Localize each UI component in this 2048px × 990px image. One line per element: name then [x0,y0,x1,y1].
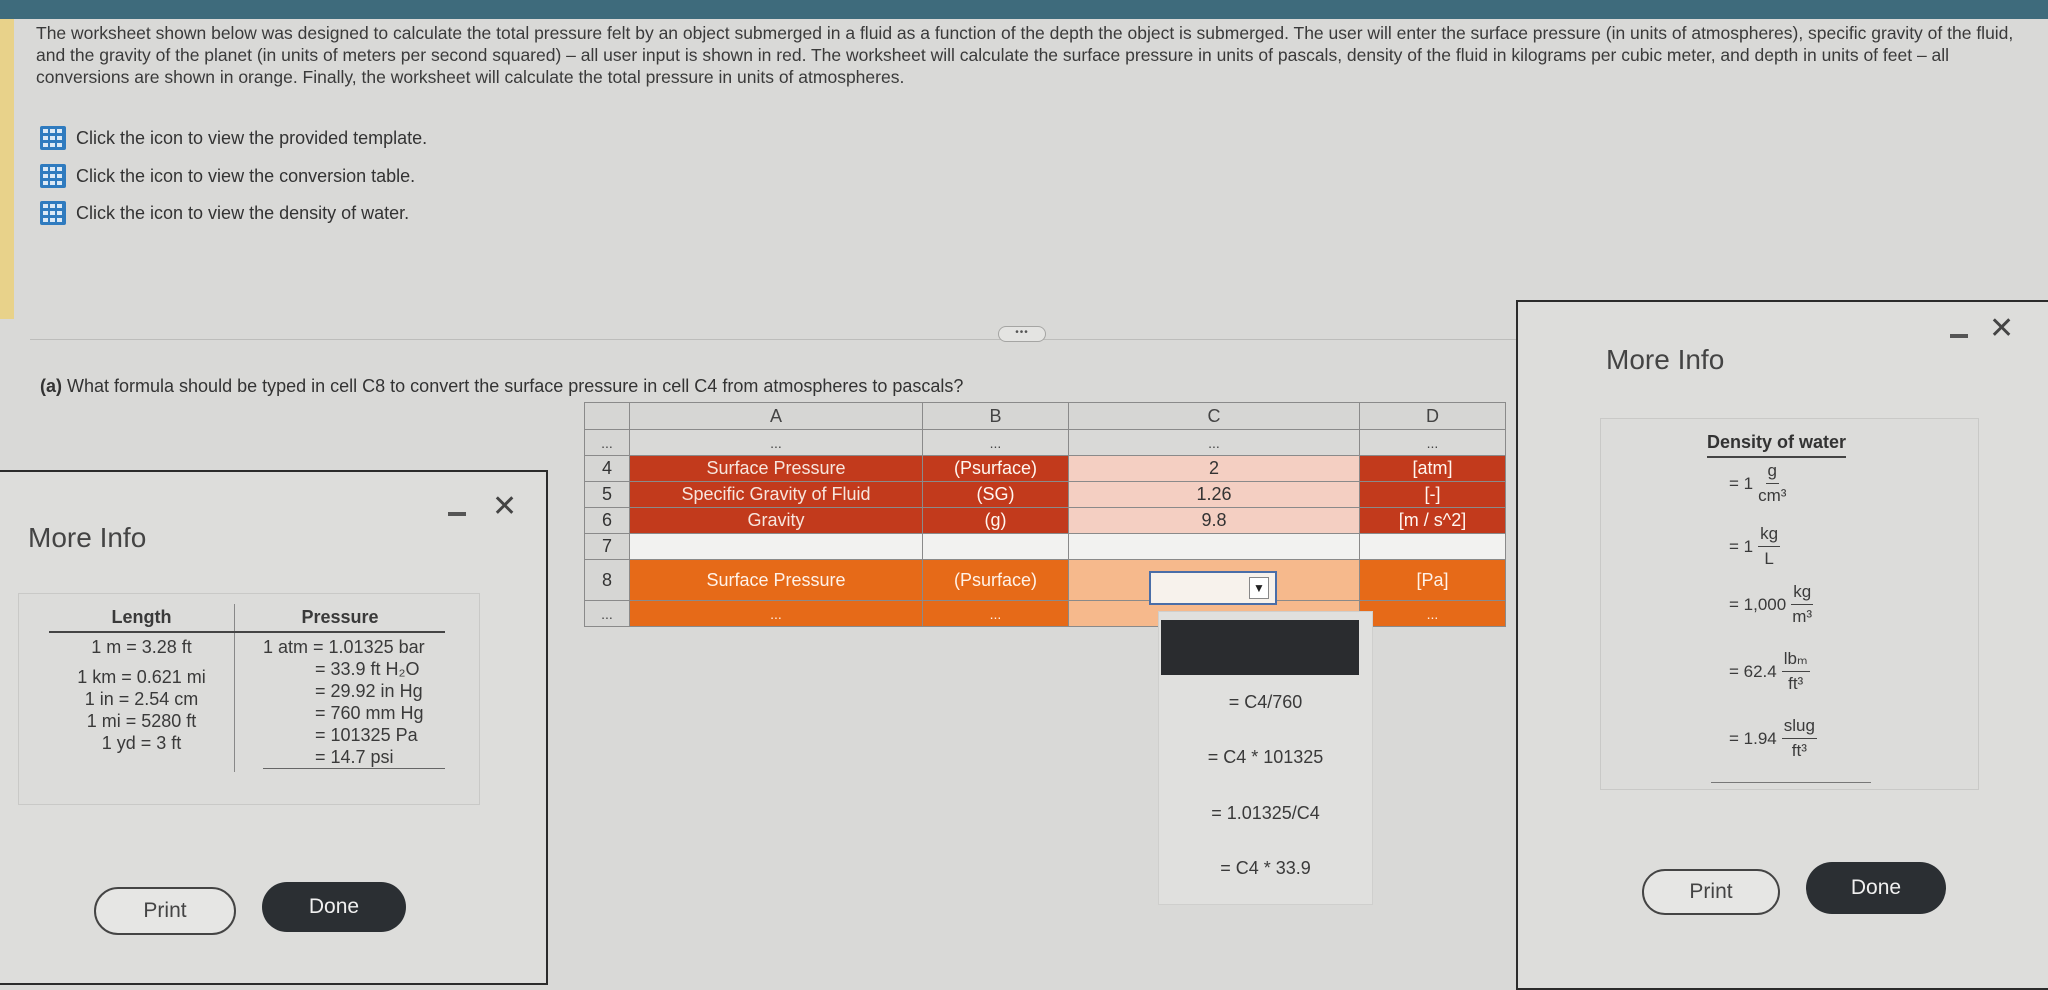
formula-option[interactable]: = C4/760 [1228,692,1303,712]
cell-d4[interactable]: [atm] [1360,456,1506,482]
cell[interactable]: ... [923,601,1069,627]
unit-denominator: m³ [1792,607,1813,626]
cell-d6[interactable]: [m / s^2] [1360,508,1506,534]
done-button[interactable]: Done [1806,862,1946,914]
question-a [40,376,963,397]
corner-cell [585,403,630,430]
conversion-table-link-label[interactable]: Click the icon to view the conversion table. [76,165,416,186]
density-link-label[interactable]: Click the icon to view the density of water. [76,202,410,223]
formula-option[interactable]: = C4 * 101325 [1207,747,1324,767]
cell-a4[interactable]: Surface Pressure [630,456,923,482]
worksheet-grid [584,402,1506,627]
length-header: Length [49,604,235,632]
close-icon[interactable]: ✕ [492,490,518,523]
density-value: = 1 [1729,536,1754,556]
formula-option[interactable]: = C4 * 33.9 [1220,858,1311,878]
question-text: What formula should be typed in cell C8 to convert the surface pressure in cell C4 from atmospheres to pascals? [62,376,964,396]
cell-a5[interactable]: Specific Gravity of Fluid [630,482,923,508]
done-button[interactable]: Done [262,882,406,932]
formula-option[interactable]: = 1.01325/C4 [1211,803,1320,823]
cell-b7[interactable] [923,534,1069,560]
cell-c4[interactable]: 2 [1069,456,1360,482]
density-row [1729,461,1786,506]
cell[interactable]: ... [1069,430,1360,456]
column-header-a[interactable]: A [630,403,923,430]
cell-b6[interactable]: (g) [923,508,1069,534]
row-number: ... [585,430,630,456]
length-row: 1 km = 0.621 mi [77,667,206,687]
cell[interactable]: ... [1360,601,1506,627]
unit-denominator: ft³ [1791,741,1807,760]
density-value: = 1.94 [1729,728,1777,748]
expand-handle[interactable]: ••• [998,326,1046,342]
length-row: 1 m = 3.28 ft [91,637,192,657]
pressure-row: = 29.92 in Hg [315,681,423,701]
density-row [1729,716,1817,761]
row-number: 8 [585,560,630,601]
question-label: (a) [40,376,62,396]
intro-paragraph: The worksheet shown below was designed to calculate the total pressure felt by an object submerged in a fluid as a function of the depth the object is submerged. The user will enter the surface pressure (in units of atmospheres), specific gravity of the fluid, and the gravity of the planet (in units of meters per second squared) – all user input is shown in red. The worksheet will calculate the surface pressure in units of pascals, density of the fluid in kilograms per cubic meter, and depth in units of feet – all conversions are shown in orange. Finally, the worksheet will calculate the total pressure in units of atmospheres. [36,23,2014,87]
cell-a8[interactable]: Surface Pressure [630,560,923,601]
density-row [1729,524,1780,569]
unit-denominator: L [1764,549,1774,568]
modal-title: More Info [28,522,147,553]
cell[interactable]: ... [630,601,923,627]
minimize-icon[interactable] [448,512,466,516]
column-header-c[interactable]: C [1069,403,1360,430]
pressure-row: 1 atm = 1.01325 bar [263,637,425,657]
minimize-icon[interactable] [1950,334,1968,338]
highlighted-option[interactable] [1161,620,1359,675]
table-rule [1711,782,1871,783]
print-button[interactable]: Print [1642,869,1780,915]
cell[interactable]: ... [630,430,923,456]
modal-title: More Info [1606,344,1725,375]
length-row: 1 in = 2.54 cm [84,689,199,709]
close-icon[interactable]: ✕ [1989,312,2015,345]
cell-a6[interactable]: Gravity [630,508,923,534]
density-title: Density of water [1707,432,1846,458]
unit-numerator: kg [1791,582,1813,605]
density-row [1729,582,1813,627]
row-number: 7 [585,534,630,560]
cell-d8[interactable]: [Pa] [1360,560,1506,601]
column-header-d[interactable]: D [1360,403,1506,430]
top-bar [0,0,2048,19]
unit-numerator: kg [1758,524,1780,547]
density-value: = 1 [1729,473,1754,493]
template-link[interactable] [40,126,427,150]
unit-numerator: lbₘ [1782,649,1810,672]
formula-options-list [1158,611,1373,905]
density-value: = 62.4 [1729,661,1777,681]
pressure-values [235,632,446,772]
density-row [1729,649,1810,694]
cell[interactable]: ... [1360,430,1506,456]
density-link[interactable] [40,201,409,225]
unit-denominator: ft³ [1788,674,1804,693]
length-row: 1 mi = 5280 ft [86,711,197,731]
section-divider [30,339,1520,340]
row-number: 4 [585,456,630,482]
unit-denominator: cm³ [1758,486,1787,505]
pressure-row: = 101325 Pa [315,725,418,745]
row-number: ... [585,601,630,627]
unit-numerator: slug [1782,716,1817,739]
cell-c6[interactable]: 9.8 [1069,508,1360,534]
pressure-row: = 33.9 ft H₂O [315,659,420,679]
cell-c7[interactable] [1069,534,1360,560]
cell[interactable]: ... [923,430,1069,456]
density-table [1600,418,1979,790]
template-link-label[interactable]: Click the icon to view the provided template. [76,127,428,148]
pressure-row: = 760 mm Hg [315,703,424,723]
row-number: 6 [585,508,630,534]
conversion-table [18,593,480,805]
left-accent-strip [0,19,14,319]
dropdown-arrow-icon[interactable]: ▼ [1249,577,1269,599]
length-values [49,632,235,772]
length-row: 1 yd = 3 ft [101,733,182,753]
density-value: = 1,000 [1729,594,1787,614]
cell-b5[interactable]: (SG) [923,482,1069,508]
cell-d5[interactable]: [-] [1360,482,1506,508]
row-number: 5 [585,482,630,508]
cell-b4[interactable]: (Psurface) [923,456,1069,482]
unit-numerator: g [1766,461,1779,484]
pressure-header: Pressure [235,604,446,632]
cell-b8[interactable]: (Psurface) [923,560,1069,601]
conversion-table-link[interactable] [40,164,415,188]
c8-formula-dropdown[interactable] [1149,571,1277,605]
table-icon[interactable] [40,126,66,150]
table-icon[interactable] [40,201,66,225]
cell-d7[interactable] [1360,534,1506,560]
column-header-b[interactable]: B [923,403,1069,430]
cell-a7[interactable] [630,534,923,560]
print-button[interactable]: Print [94,887,236,935]
table-icon[interactable] [40,164,66,188]
pressure-row: = 14.7 psi [263,746,445,769]
cell-c5[interactable]: 1.26 [1069,482,1360,508]
